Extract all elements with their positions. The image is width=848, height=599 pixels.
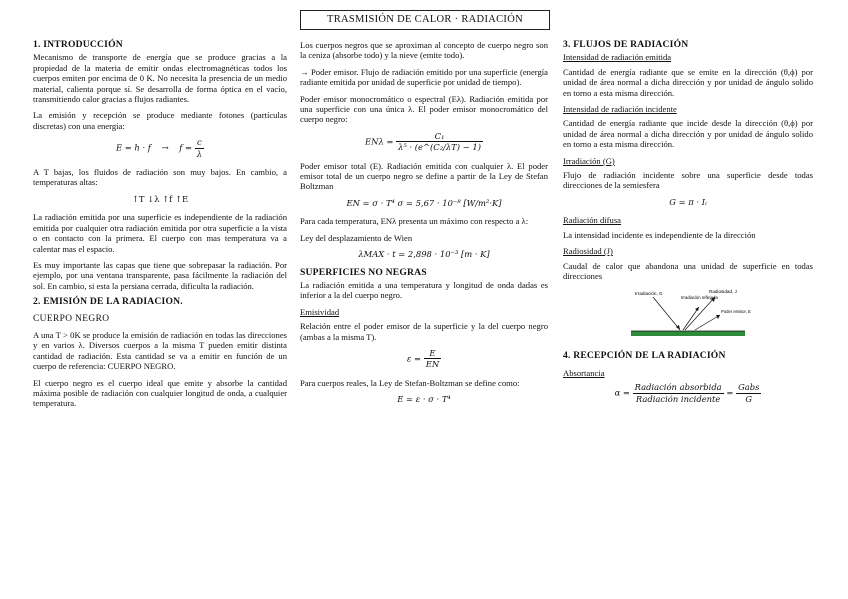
emitted-intensity-subtitle: Intensidad de radiación emitida	[563, 52, 672, 63]
col3-paragraph-2: Cantidad de energía radiante que incide desde la dirección (θ,ϕ) por unidad de área normal a dicha dirección y por unidad de ángulo solido en torno a esta misma dirección.	[563, 118, 813, 150]
page-title: TRASMISIÓN DE CALOR · RADIACIÓN	[300, 10, 550, 30]
emissivity-subtitle: Emisividad	[300, 306, 340, 317]
col2-paragraph-5: Para cada temperatura, ENλ presenta un máximo con respecto a λ:	[300, 216, 529, 227]
equation-emissivity: ε = $\frac{E}{EN}$	[406, 347, 440, 370]
emissive-power-arrow	[695, 315, 720, 330]
column-1	[33, 40, 287, 415]
col2-paragraph-7: La radiación emitida a una temperatura y longitud de onda dadas es inferior a la del cuerpo negro.	[300, 279, 548, 301]
section-4-title: 4. RECEPCIÓN DE LA RADIACIÓN	[563, 350, 726, 362]
equation-real-body: E = ε · σ · T⁴	[397, 394, 451, 405]
equation-temperature-trend: ↑T ↓λ ↑f ↑E	[131, 193, 189, 204]
col3-paragraph-4: La intensidad incidente es independiente de la dirección	[563, 229, 756, 240]
radiosity-subtitle: Radiosidad (J)	[563, 246, 613, 257]
intro-paragraph-2: La emisión y recepción se produce mediante fotones (partículas discretas) con una energía:	[33, 110, 287, 131]
equation-planck: ENλ = $\frac{\text{C₁}}{\text{λ⁵ · (e\textasciicircum{}(C₂/λT) − 1)}}$	[365, 130, 481, 153]
intro-paragraph-5: Es muy importante las capas que tiene que sobrepasar la radiación. Por ejemplo, por una ventana transparente, pasa fácilmente la radiación del sol. En cambio, si esta la persiana cerrada, dificulta la radiación.	[33, 259, 287, 291]
surface-ground	[631, 331, 745, 336]
col2-paragraph-9: Para cuerpos reales, la Ley de Stefan-Boltzman se define como:	[300, 377, 520, 388]
section-3-title: 3. FLUJOS DE RADIACIÓN	[563, 39, 689, 50]
reflected-arrow	[683, 307, 699, 330]
col3-paragraph-5: Caudal de calor que abandona una unidad de superficie en todas direcciones	[563, 260, 813, 281]
intro-paragraph-3: A T bajas, los fluidos de radiación son muy bajos. En cambio, a temperaturas altas:	[33, 167, 287, 188]
col3-paragraph-3: Flujo de radiación incidente sobre una superficie desde todas direcciones de la semiesfera	[563, 170, 813, 191]
label-reflected: Irradiación reflejada	[681, 295, 718, 301]
section-1-title: 1. INTRODUCCIÓN	[33, 39, 123, 50]
radiosity-arrow	[685, 297, 715, 330]
col2-paragraph-4: Poder emisor total (E). Radiación emitida con cualquier λ. El poder emisor total de un cuerpo negro se define a partir de la Ley de Stefan Boltzman	[300, 160, 548, 192]
intro-paragraph-1: Mecanismo de transporte de energía que se produce gracias a la propiedad de la materia de emitir ondas electromagnéticas todos los cuerpos emiten por encima de 0 K. No necesita la presencia de un medio material, calienta porque sí. Se desarrolla de forma óptica en el vacío, transmitiendo calor gracias a flujos radiantes.	[33, 52, 287, 105]
equation-absorptance: α = $\frac{\text{Radiación absorbida}}{\text{Radiación incidente}}$ = $\frac{\text{Gabs}}{G}$	[614, 382, 760, 404]
incident-intensity-subtitle: Intensidad de radiación incidente	[563, 104, 677, 115]
diffuse-radiation-subtitle: Radiación difusa	[563, 215, 621, 226]
equation-wien: λMAX · t = 2,898 · 10⁻³ [m · K]	[358, 249, 490, 260]
irradiation-arrow	[653, 297, 680, 330]
radiation-flux-diagram	[625, 287, 751, 343]
label-irradiation: Irradiación, G	[635, 291, 663, 297]
col2-paragraph-8: Relación entre el poder emisor de la superficie y la del cuerpo negro (ambas a la misma T).	[300, 321, 548, 342]
col2-paragraph-2: → Poder emisor. Flujo de radiación emitido por una superficie (energía radiante emitida por unidad de superficie por unidad de tiempo).	[300, 66, 548, 88]
label-radiosity: Radiosidad, J	[709, 289, 737, 295]
non-black-surfaces-title: SUPERFICIES NO NEGRAS	[300, 266, 427, 278]
black-body-paragraph-1: A una T > 0K se produce la emisión de radiación en todas las direcciones y en varios λ. Diversos cuerpos a la misma T pueden emitir distinta cantidad de radiación. Esta cantidad se va a emitir en función de un cuerpo de referencia: CUERPO NEGRO.	[33, 329, 287, 372]
col2-paragraph-6: Ley del desplazamiento de Wien	[300, 232, 413, 243]
black-body-subtitle: CUERPO NEGRO	[33, 313, 110, 324]
equation-photon-energy: E = h · f → f = $\frac{c}{\lambda}$	[115, 137, 203, 159]
column-3	[563, 40, 813, 412]
irradiation-subtitle: Irradiación (G)	[563, 155, 615, 166]
black-body-paragraph-2: El cuerpo negro es el cuerpo ideal que emite y absorbe la cantidad máxima posible de radiación con cualquier longitud de onda, a cualquier temperatura.	[33, 377, 287, 409]
col3-paragraph-1: Cantidad de energía radiante que se emite en la dirección (θ,ϕ) por unidad de área normal a dicha dirección y por unidad de ángulo solido en torno a esta misma dirección.	[563, 66, 813, 98]
equation-stefan-boltzmann: EN = σ · T⁴ σ = 5,67 · 10⁻⁸ [W/m²·K]	[346, 197, 502, 208]
column-2	[300, 40, 548, 413]
intro-paragraph-4: La radiación emitida por una superficie es independiente de la radiación emitida por cualquier otra radiación emitida por otra superficie a la vista o en contacto con la primera. El cuerpo con mas temperatura va a calentar mas el espacio.	[33, 212, 287, 254]
equation-irradiation: G = π · Iᵢ	[669, 196, 707, 207]
label-emissive-power: Poder emisor, E	[721, 309, 751, 315]
col2-paragraph-1: Los cuerpos negros que se aproximan al concepto de cuerpo negro son la ceniza (absorbe todo) y la nieve (emite todo).	[300, 40, 548, 61]
section-2-title: 2. EMISIÓN DE LA RADIACION.	[33, 296, 183, 308]
col2-paragraph-3: Poder emisor monocromático o espectral (Eλ). Radiación emitida por una superficie con una única λ. El poder emisor monocromático del cuerpo negro:	[300, 93, 548, 125]
absorptance-subtitle: Absortancia	[563, 367, 605, 378]
